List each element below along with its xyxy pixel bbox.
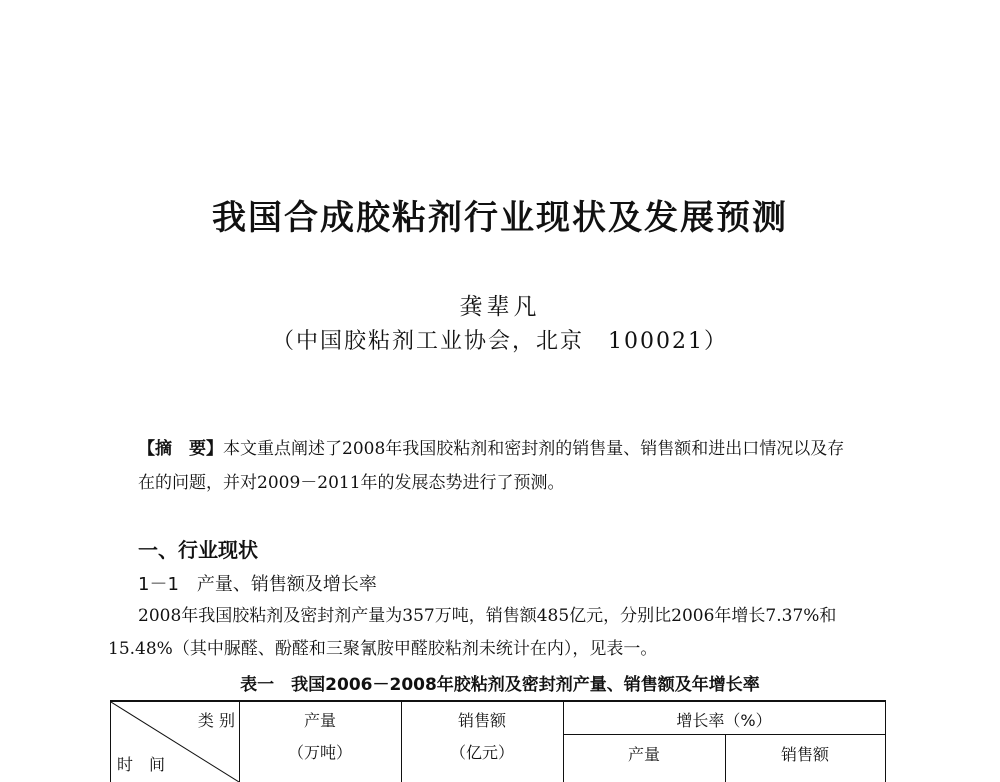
column-header-growth-output: 产量	[627, 745, 660, 764]
column-header-sales: 销售额	[457, 711, 506, 730]
table-divider	[563, 734, 885, 735]
data-table	[110, 700, 886, 782]
section-heading: 一、行业现状	[138, 538, 258, 562]
author-name: 龚辈凡	[459, 294, 541, 320]
abstract-text: 本文重点阐述了2008年我国胶粘剂和密封剂的销售量、销售额和进出口情况以及存在的问题，并对2009－2011年的发展态势进行了预测。	[138, 439, 845, 493]
abstract-label: 【摘 要】	[138, 439, 223, 459]
column-header-growth-sales: 销售额	[780, 745, 829, 764]
subsection-heading	[138, 570, 377, 596]
author-affiliation: （中国胶粘剂工业协会，北京 100021）	[272, 329, 728, 354]
abstract	[138, 432, 858, 500]
corner-time-label: 时 间	[117, 755, 166, 774]
column-header-sales-unit: （亿元）	[449, 743, 514, 762]
subsection-title: 产量、销售额及增长率	[196, 574, 377, 595]
column-header-growth: 增长率（%）	[676, 711, 772, 730]
table-caption: 表一 我国2006－2008年胶粘剂及密封剂产量、销售额及年增长率	[240, 675, 760, 695]
column-header-output: 产量	[303, 711, 336, 730]
body-paragraph: 2008年我国胶粘剂及密封剂产量为357万吨，销售额485亿元，分别比2006年增长7.37%和15.48%（其中脲醛、酚醛和三聚氰胺甲醛胶粘剂未统计在内），见表一。	[108, 606, 837, 659]
paper-title: 我国合成胶粘剂行业现状及发展预测	[212, 198, 788, 238]
corner-category-label: 类 别	[197, 711, 235, 730]
subsection-number: 1－1	[138, 574, 179, 595]
column-header-output-unit: （万吨）	[287, 743, 352, 762]
